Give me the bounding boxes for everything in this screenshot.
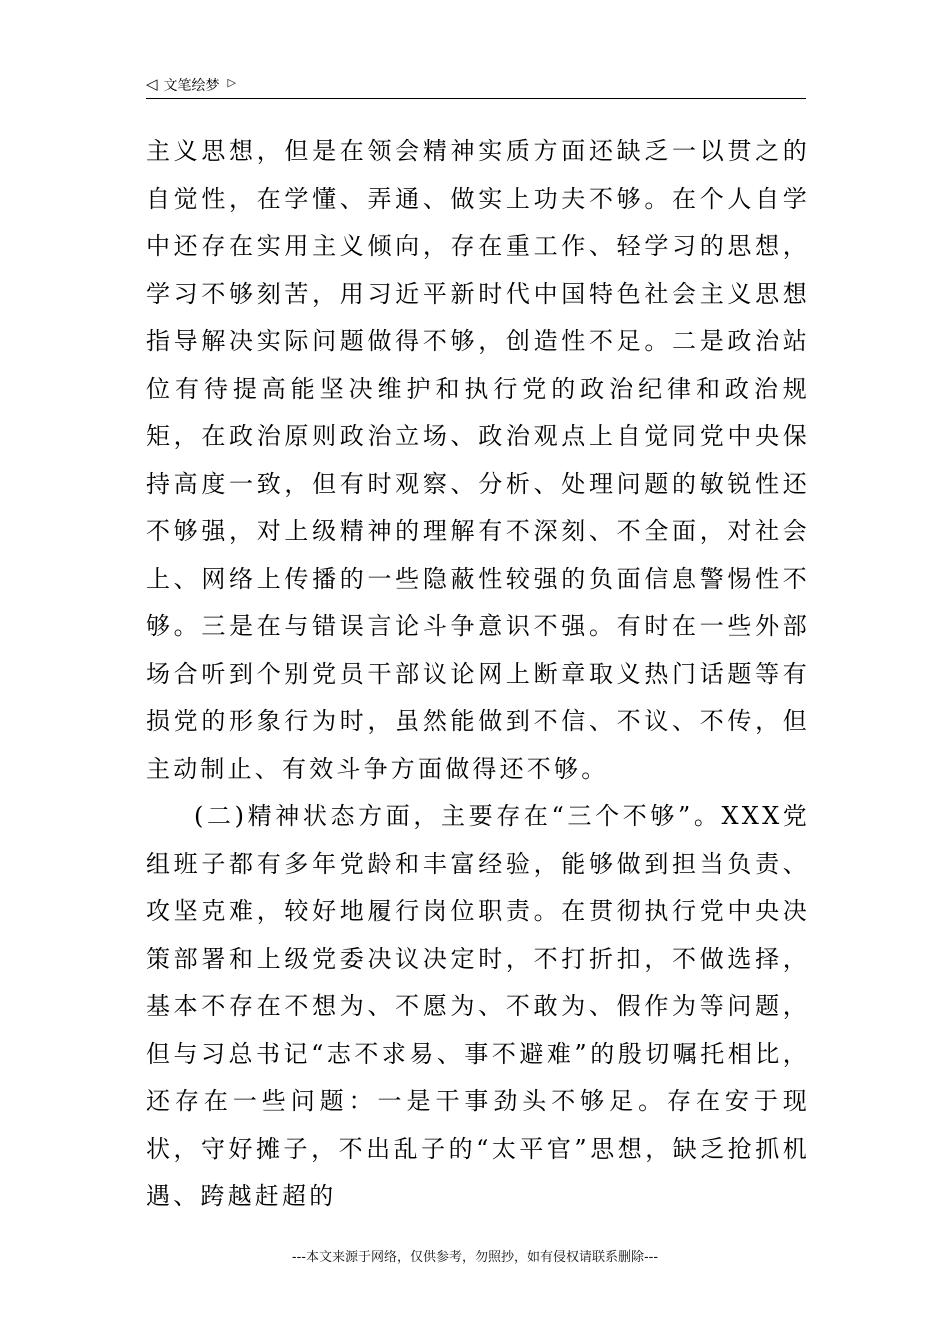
paragraph-continued: 主义思想，但是在领会精神实质方面还缺乏一以贯之的自觉性，在学懂、弄通、做实上功夫不够。在个人自学中还存在实用主义倾向，存在重工作、轻学习的思想，学习不够刻苦，用习近平新时代中国特色社会主义思想指导解决实际问题做得不够，创造性不足。二是政治站位有待提高能坚决维护和执行党的政治纪律和政治规矩，在政治原则政治立场、政治观点上自觉同党中央保持高度一致，但有时观察、分析、处理问题的敏锐性还不够强，对上级精神的理解有不深刻、不全面，对社会上、网络上传播的一些隐蔽性较强的负面信息警惕性不够。三是在与错误言论斗争意识不强。有时在一些外部场合听到个别党员干部议论网上断章取义热门话题等有损党的形象行为时，虽然能做到不信、不议、不传，但主动制止、有效斗争方面做得还不够。: [146, 137, 810, 783]
page-footer-disclaimer: ---本文来源于网络，仅供参考，勿照抄，如有侵权请联系删除---: [291, 1250, 659, 1265]
triangle-right-outline-icon: ▷: [227, 75, 237, 89]
header-title: 文笔绘梦: [163, 78, 220, 94]
page-header: [146, 72, 806, 99]
paragraph-spirit-state: (二)精神状态方面，主要存在“三个不够”。XXX党组班子都有多年党龄和丰富经验，能够做到担当负责、攻坚克难，较好地履行岗位职责。在贯彻执行党中央决策部署和上级党委决议决定时，不打折扣，不做选择，基本不存在不想为、不愿为、不敢为、假作为等问题，但与习总书记“志不求易、事不避难”的殷切嘱托相比，还存在一些问题：一是干事劲头不够足。存在安于现状，守好摊子，不出乱子的“太平官”思想，缺乏抢抓机遇、跨越赶超的: [146, 802, 810, 1210]
triangle-left-outline-icon: ◁: [146, 74, 158, 93]
document-body: [146, 128, 810, 1221]
